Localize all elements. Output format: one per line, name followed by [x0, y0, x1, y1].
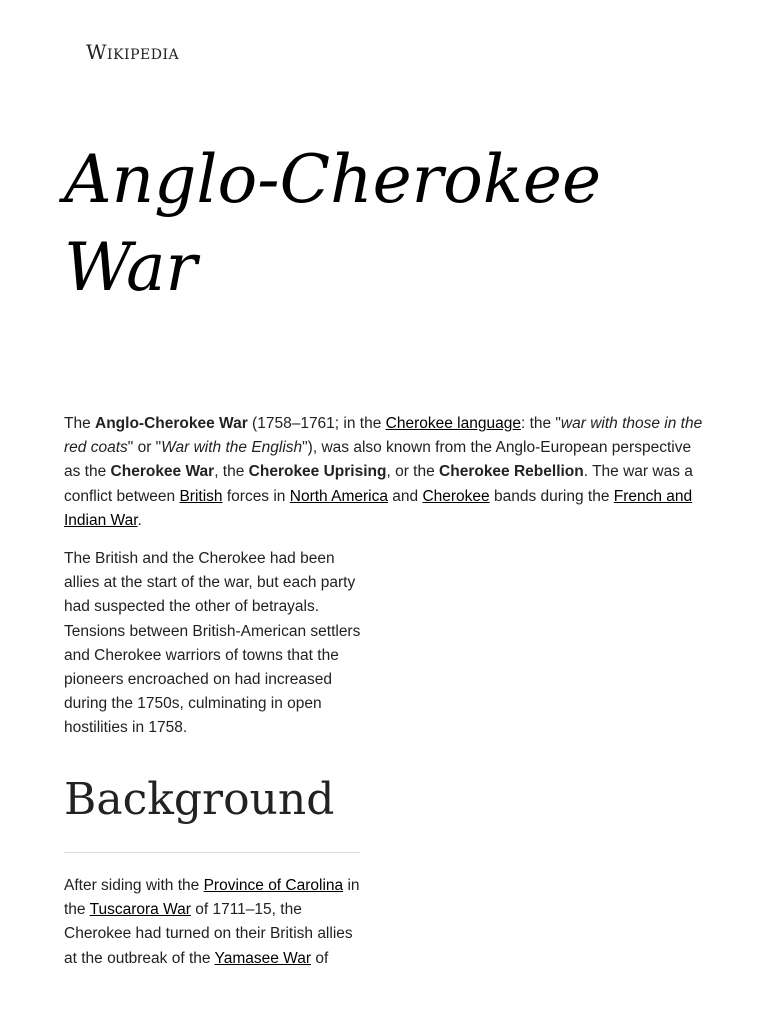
link-yamasee-war[interactable]: Yamasee War: [214, 949, 312, 967]
page-title: Anglo-Cherokee War: [64, 141, 602, 306]
lead-text: " or ": [127, 439, 162, 457]
link-cherokee-language[interactable]: Cherokee language: [385, 415, 521, 432]
lead-text: and: [387, 487, 423, 505]
cherokee-name-translation-2: War with the English: [161, 439, 303, 457]
background-text: of: [311, 949, 329, 967]
bold-alt-name-cherokee-war: Cherokee War: [110, 463, 215, 481]
lead-text: forces in: [222, 487, 290, 505]
section-heading-background: Background: [64, 774, 335, 825]
bold-alt-name-cherokee-uprising: Cherokee Uprising: [248, 463, 387, 481]
background-paragraph: [64, 874, 364, 971]
section-divider: [64, 852, 360, 853]
link-province-of-carolina[interactable]: Province of Carolina: [203, 877, 344, 894]
lead-text: : the ": [520, 415, 561, 432]
bold-article-name: Anglo-Cherokee War: [95, 415, 248, 432]
wikipedia-wordmark[interactable]: Wikipedia: [86, 40, 180, 64]
lead-text: bands during the: [489, 487, 614, 505]
cherokee-name-translation-1: war with those in the red coats: [64, 415, 703, 457]
second-paragraph: The British and the Cherokee had been allies at the start of the war, but each party had suspected the other of betrayals. Tensions between British-American settlers and Cherokee warriors of towns that the pioneers encroached on had increased during the 1750s, culminating in open hostilities in 1758.: [64, 550, 361, 737]
background-text: in the: [64, 877, 360, 919]
lead-text: "), was also known from the Anglo-European perspective as the: [64, 439, 692, 481]
background-text: After siding with the: [64, 877, 204, 894]
lead-text: . The war was a conflict between: [64, 463, 693, 505]
link-north-america[interactable]: North America: [289, 487, 388, 505]
background-text: of 1711–15, the Cherokee had turned on their British allies at the outbreak of the: [64, 901, 353, 967]
link-tuscarora-war[interactable]: Tuscarora War: [89, 901, 191, 919]
link-french-and-indian-war[interactable]: French and Indian War: [64, 487, 693, 529]
lead-text: The: [64, 415, 96, 432]
link-british[interactable]: British: [179, 487, 223, 505]
bold-alt-name-cherokee-rebellion: Cherokee Rebellion: [439, 463, 584, 481]
link-cherokee[interactable]: Cherokee: [422, 487, 490, 505]
lead-paragraph: [64, 412, 706, 533]
lead-text: .: [137, 511, 142, 529]
lead-text: , the: [214, 463, 249, 481]
lead-text: (1758–1761; in the: [247, 415, 386, 432]
lead-text: , or the: [386, 463, 440, 481]
